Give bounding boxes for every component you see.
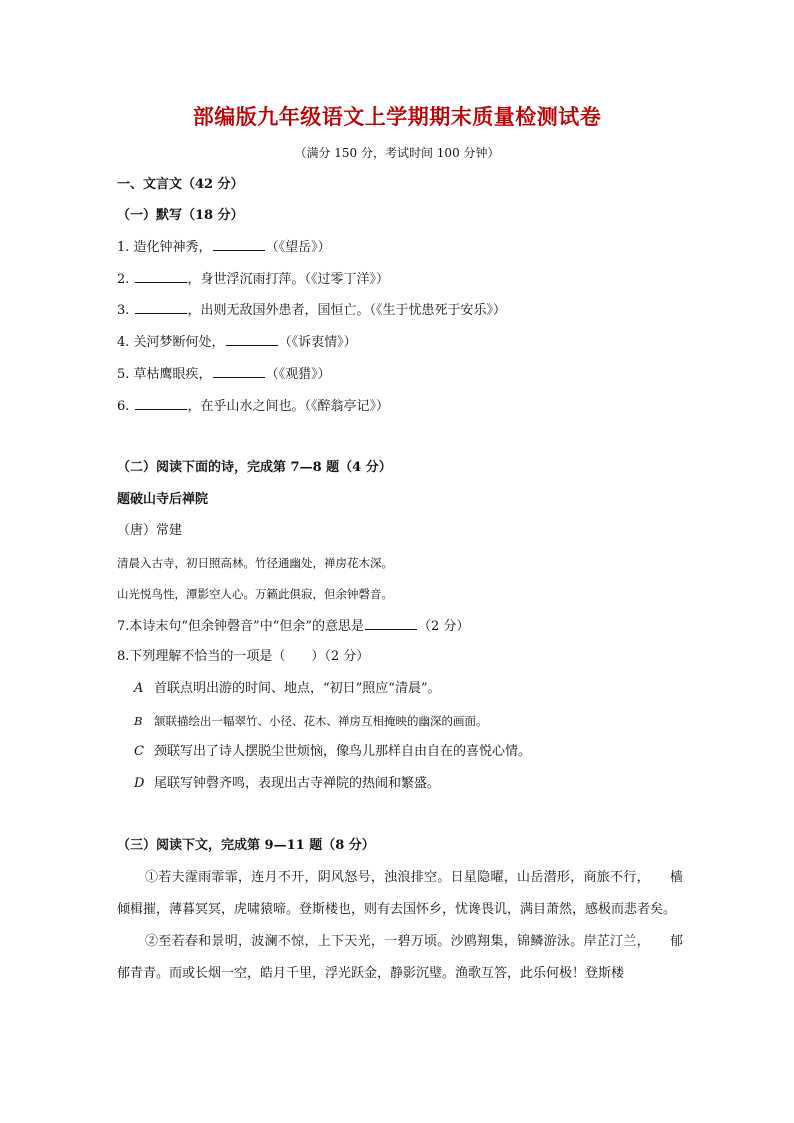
question-score: （2 分） — [418, 619, 470, 634]
option-letter: B — [134, 714, 143, 728]
poem-line: 山光悦鸟性，潭影空人心。万籁此俱寂，但余钟磬音。 — [117, 587, 393, 601]
item-text-after: （《诉衷情》） — [278, 335, 357, 350]
option-c — [134, 744, 531, 760]
exam-info: （满分 150 分，考试时间 100 分钟） — [294, 146, 500, 160]
option-letter: D — [134, 776, 145, 791]
question-text: 7.本诗末句“但余钟磬音”中“但余”的意思是 — [117, 619, 364, 634]
dictation-item — [117, 239, 331, 256]
option-text: 颈联写出了诗人摆脱尘世烦恼，像鸟儿那样自由自在的喜悦心情。 — [154, 744, 532, 759]
option-letter: A — [134, 681, 144, 696]
answer-blank — [135, 302, 187, 314]
section-heading: 一、文言文（42 分） — [117, 177, 244, 192]
item-number: 4. — [117, 335, 130, 350]
question-8: 8.下列理解不恰当的一项是（ ）（2 分） — [117, 649, 370, 664]
item-text-before: 造化钟神秀， — [133, 240, 212, 255]
item-text-after: ，身世浮沉雨打萍。（《过零丁洋》） — [187, 272, 390, 287]
item-number: 3. — [117, 303, 130, 318]
poem-line: 清晨入古寺，初日照高林。竹径通幽处，禅房花木深。 — [117, 556, 393, 570]
item-number: 2. — [117, 272, 130, 287]
option-text: 颔联描绘出一幅翠竹、小径、花木、禅房互相掩映的幽深的画面。 — [154, 714, 488, 728]
answer-blank — [135, 398, 187, 410]
answer-blank — [135, 271, 187, 283]
dictation-item — [117, 271, 389, 288]
item-text-before: 关河梦断何处， — [133, 335, 225, 350]
option-d — [134, 776, 440, 792]
question-7 — [117, 618, 469, 635]
poem-title: 题破山寺后禅院 — [117, 492, 209, 507]
item-number: 1. — [117, 240, 130, 255]
item-text-before: 草枯鹰眼疾， — [133, 367, 212, 382]
option-text: 首联点明出游的时间、地点，“初日”照应“清晨”。 — [154, 681, 441, 696]
answer-blank — [226, 334, 278, 346]
dictation-item — [117, 334, 357, 351]
dictation-item — [117, 302, 506, 319]
passage-paragraph: ①若夫霪雨霏霏，连月不开，阴风怒号，浊浪排空。日星隐曜，山岳潜形，商旅不行， 樯倾楫摧，薄暮冥冥，虎啸猿啼。登斯楼也，则有去国怀乡，忧谗畏讥，满目萧然，感极而悲者矣。 — [117, 870, 683, 917]
item-number: 5. — [117, 367, 130, 382]
item-text-after: （《望岳》） — [265, 240, 331, 255]
option-a — [134, 681, 441, 697]
page-title: 部编版九年级语文上学期期末质量检测试卷 — [192, 105, 602, 129]
poem-author: （唐）常建 — [117, 523, 183, 538]
answer-blank — [213, 239, 265, 251]
item-text-after: ，出则无敌国外患者，国恒亡。（《生于忧患死于安乐》） — [187, 303, 507, 318]
passage-paragraph: ②至若春和景明，波澜不惊，上下天光，一碧万顷。沙鸥翔集，锦鳞游泳。岸芷汀兰， 郁郁青青。而或长烟一空，皓月千里，浮光跃金，静影沉璧。渔歌互答，此乐何极！登斯楼 — [117, 934, 683, 981]
dictation-item — [117, 398, 389, 415]
item-number: 6. — [117, 399, 130, 414]
part1-heading: （一）默写（18 分） — [117, 208, 244, 223]
answer-blank — [365, 618, 417, 630]
option-b — [134, 713, 488, 729]
part2-heading: （二）阅读下面的诗，完成第 7—8 题（4 分） — [117, 460, 392, 475]
item-text-after: ，在乎山水之间也。（《醉翁亭记》） — [187, 399, 390, 414]
reading-passage — [117, 862, 683, 990]
dictation-item — [117, 366, 331, 383]
answer-blank — [213, 366, 265, 378]
option-text: 尾联写钟磬齐鸣，表现出古寺禅院的热闹和繁盛。 — [154, 776, 441, 791]
option-letter: C — [134, 744, 144, 759]
item-text-after: （《观猎》） — [265, 367, 331, 382]
part3-heading: （三）阅读下文，完成第 9—11 题（8 分） — [117, 838, 375, 853]
